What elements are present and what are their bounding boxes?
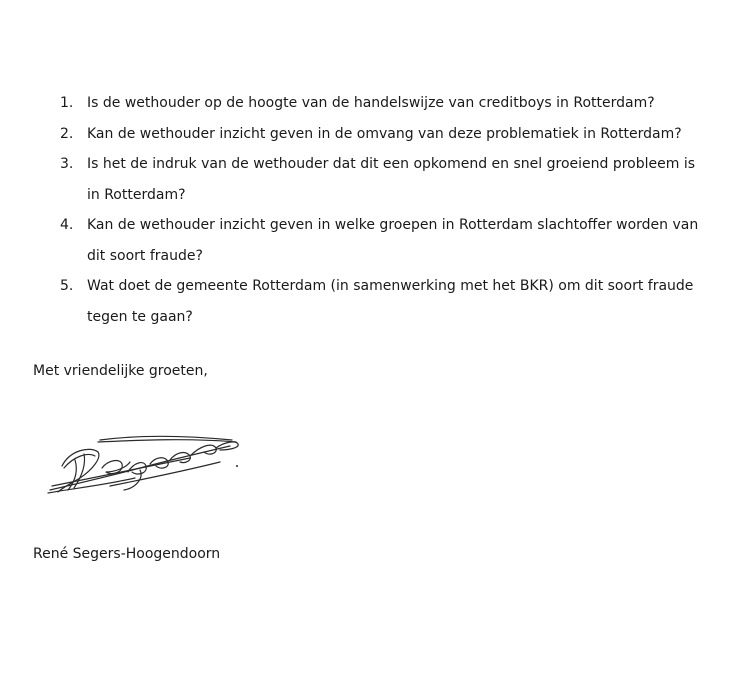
handwritten-signature [40, 428, 250, 498]
question-item-4 [0, 210, 750, 271]
question-text: Wat doet de gemeente Rotterdam (in samenwerking met het BKR) om dit soort fraude tegen te gaan? [87, 278, 694, 325]
question-number: 2. [60, 125, 74, 142]
question-text: Kan de wethouder inzicht geven in de omvang van deze problematiek in Rotterdam? [87, 125, 682, 142]
question-item-1 [0, 88, 750, 119]
question-item-3 [0, 149, 750, 210]
question-text: Is de wethouder op de hoogte van de handelswijze van creditboys in Rotterdam? [87, 95, 655, 111]
question-item-5 [0, 271, 750, 332]
question-text: Kan de wethouder inzicht geven in welke groepen in Rotterdam slachtoffer worden van dit soort fraude? [87, 217, 699, 264]
closing-salutation: Met vriendelijke groeten, [33, 363, 208, 379]
question-text: Is het de indruk van de wethouder dat dit een opkomend en snel groeiend probleem is in Rotterdam? [87, 156, 696, 203]
question-number: 5. [60, 278, 74, 294]
question-number: 4. [60, 217, 74, 233]
question-item-2 [0, 119, 750, 150]
signer-name: René Segers-Hoogendoorn [33, 546, 221, 562]
question-number: 3. [60, 156, 74, 172]
question-list [0, 88, 750, 332]
question-number: 1. [60, 95, 74, 111]
